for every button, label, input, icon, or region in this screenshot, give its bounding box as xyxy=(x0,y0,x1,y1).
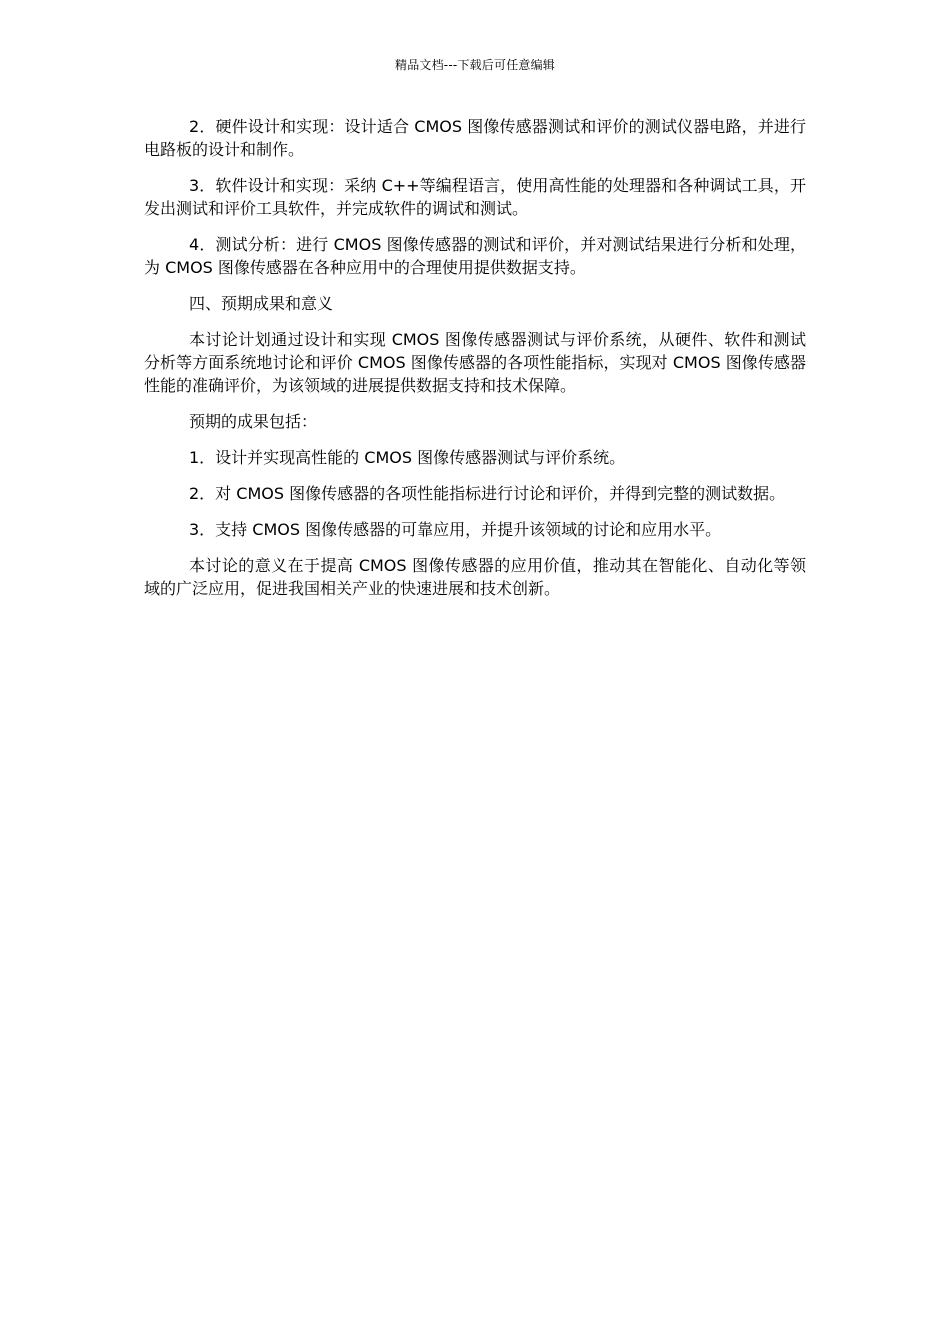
list-item-result-1: 1．设计并实现高性能的 CMOS 图像传感器测试与评价系统。 xyxy=(189,448,626,467)
paragraph-significance: 本讨论的意义在于提高 CMOS 图像传感器的应用价值，推动其在智能化、自动化等领域的广泛应用，促进我国相关产业的快速进展和技术创新。 xyxy=(144,556,806,598)
paragraph-hardware-design: 2．硬件设计和实现：设计适合 CMOS 图像传感器测试和评价的测试仪器电路，并进行电路板的设计和制作。 xyxy=(144,117,806,159)
paragraph-test-analysis: 4．测试分析：进行 CMOS 图像传感器的测试和评价，并对测试结果进行分析和处理，为 CMOS 图像传感器在各种应用中的合理使用提供数据支持。 xyxy=(144,235,806,277)
list-item-result-3: 3．支持 CMOS 图像传感器的可靠应用，并提升该领域的讨论和应用水平。 xyxy=(189,520,722,539)
paragraph-research-plan: 本讨论计划通过设计和实现 CMOS 图像传感器测试与评价系统，从硬件、软件和测试分析等方面系统地讨论和评价 CMOS 图像传感器的各项性能指标，实现对 CMOS 图像传感器性能的准确评价，为该领域的进展提供数据支持和技术保障。 xyxy=(144,330,806,395)
list-item-result-2: 2．对 CMOS 图像传感器的各项性能指标进行讨论和评价，并得到完整的测试数据。 xyxy=(189,484,786,503)
document-body xyxy=(144,115,806,613)
section-heading-expected-results: 四、预期成果和意义 xyxy=(189,294,334,313)
page-header: 精品文档---下载后可任意编辑 xyxy=(395,58,555,72)
paragraph-software-design: 3．软件设计和实现：采纳 C++等编程语言，使用高性能的处理器和各种调试工具，开发出测试和评价工具软件，并完成软件的调试和测试。 xyxy=(144,176,806,218)
paragraph-expected-results-intro: 预期的成果包括： xyxy=(189,412,318,431)
